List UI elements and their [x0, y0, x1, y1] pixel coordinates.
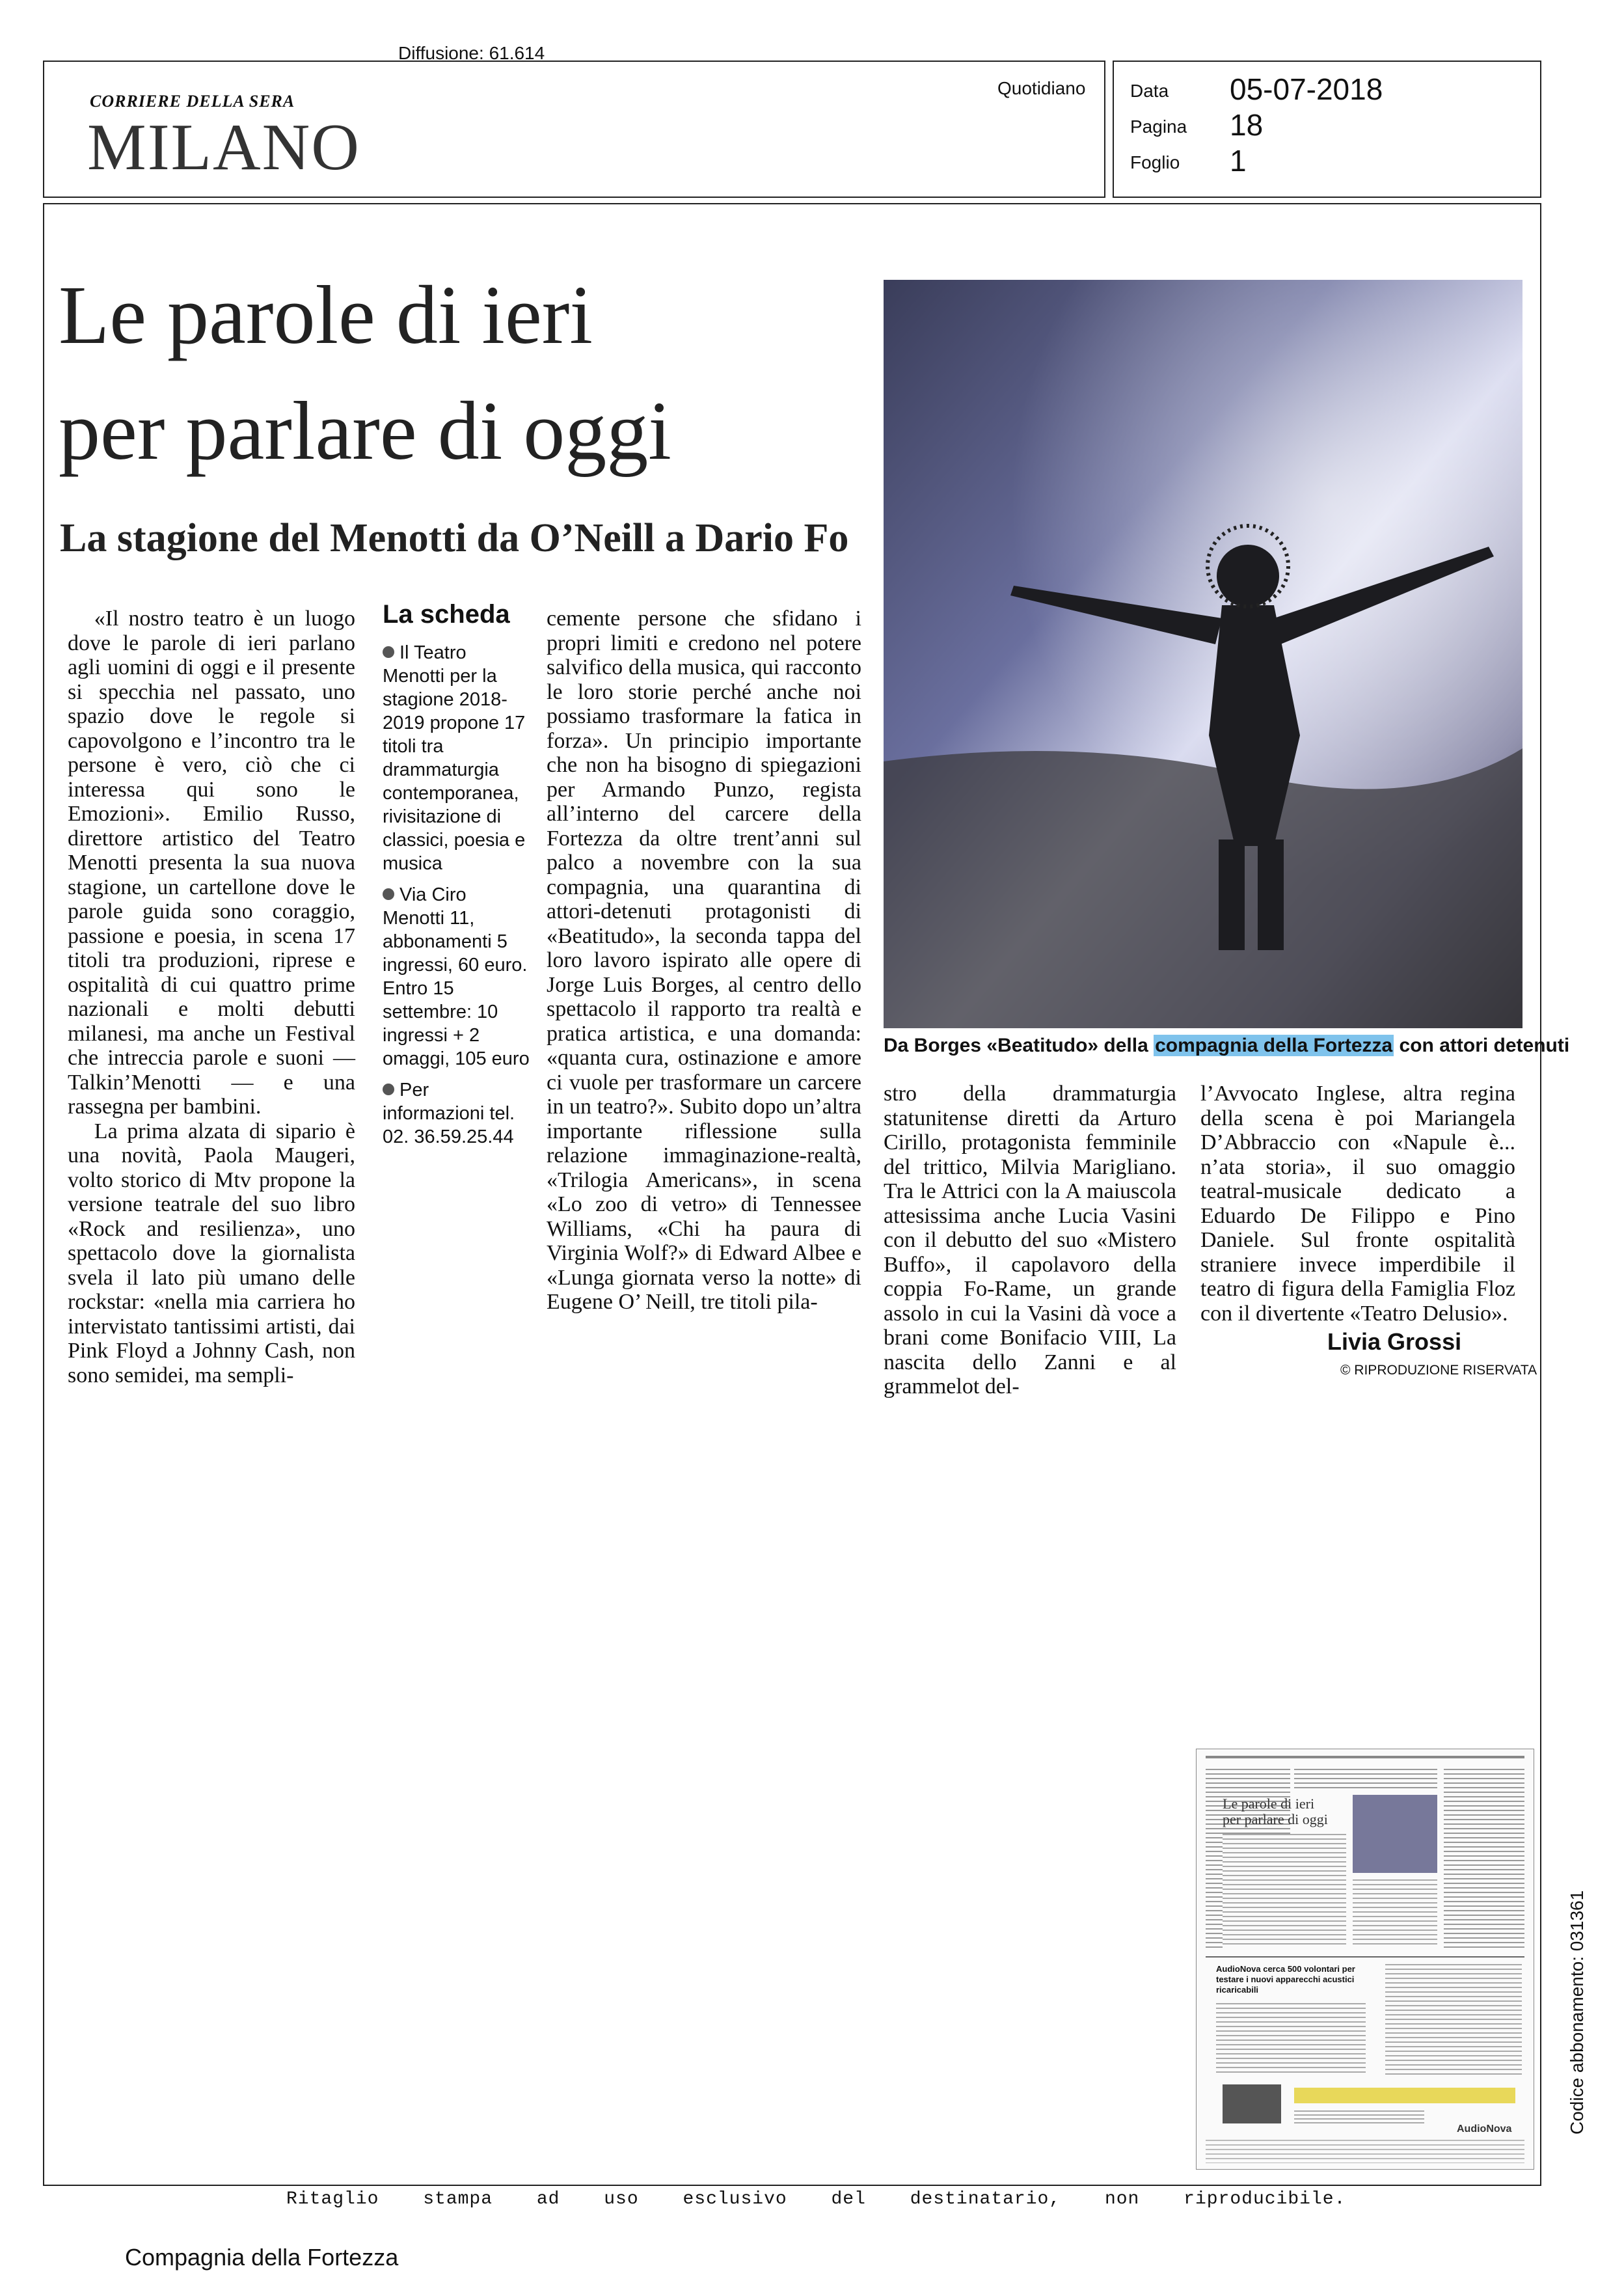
- info-box-title: La scheda: [383, 600, 510, 629]
- paragraph: La prima alzata di sipario è una novità, Paola Maugeri, volto storico di Mtv propone la versione teatrale del suo libro «Rock and resilienza», uno spettacolo dove la giornalista svela il lato più umano delle rockstar: «nella mia carriera ho intervistato tantissimi artisti, dai Pink Floyd a Johnny Cash, non sono semidei, ma sempli-: [68, 1119, 355, 1387]
- bullet-dot-icon: [383, 646, 394, 658]
- subheadline: La stagione del Menotti da O’Neill a Dario Fo: [60, 516, 849, 560]
- article-column-2: [547, 607, 861, 1315]
- caption-highlight: compagnia della Fortezza: [1155, 1035, 1393, 1056]
- info-box: [383, 600, 531, 1156]
- article-column-3: [884, 1082, 1176, 1399]
- meta-value-foglio: 1: [1230, 144, 1247, 178]
- meta-value-data: 05-07-2018: [1230, 72, 1383, 106]
- diffusione-label: Diffusione: 61.614: [398, 43, 545, 63]
- caption-text: Da Borges «Beatitudo» della: [884, 1035, 1154, 1056]
- thumbnail-headline-1: Le parole di ieri: [1223, 1795, 1315, 1812]
- photo-caption: [884, 1035, 1570, 1057]
- info-item: [383, 1078, 531, 1149]
- paragraph: cemente persone che sfidano i propri limiti e credono nel potere salvifico della musica, qui racconto le loro storie perché anche noi possiamo trasformare la fatica in forza». Un principio importante che non ha bisogno di spiegazioni per Armando Punzo, regista all’interno del carcere della Fortezza da oltre trent’anni sul palco a novembre con la sua compagnia, una quarantina di attori-detenuti protagonisti di «Beatitudo», la seconda tappa del loro lavoro ispirato alle opere di Jorge Luis Borges, al centro dello spettacolo il rapporto tra realtà e pratica artistica, e una domanda: «quanta cura, ostinazione e amore ci vuole per trasformare un carcere in un teatro?». Subito dopo un’altra importante riflessione sulla relazione immaginazione-realtà, «Trilogia Americans», in scena «Lo zoo di vetro» di Tennessee Williams, «Chi ha paura di Virginia Wolf?» di Edward Albee e «Lunga giornata verso la notte» di Eugene O’ Neill, tre titoli pila-: [547, 607, 861, 1314]
- subscription-code: Codice abbonamento: 031361: [1567, 1890, 1587, 2135]
- bullet-dot-icon: [383, 1084, 394, 1095]
- headline-line-2: per parlare di oggi: [59, 385, 671, 477]
- meta-label-data: Data: [1130, 81, 1169, 101]
- clipping-notice: Ritaglio stampa ad uso esclusivo del destinatario, non riproducibile.: [286, 2189, 1346, 2209]
- headline: [59, 269, 891, 477]
- info-item: [383, 883, 531, 1071]
- info-item-text: Per informazioni tel. 02. 36.59.25.44: [383, 1080, 515, 1147]
- paragraph: stro della drammaturgia statunitense diretti da Arturo Cirillo, protagonista femminile del trittico, Milvia Marigliano. Tra le Attrici con la A maiuscola attesissima anche Lucia Vasini con il debutto del suo «Mistero Buffo», il capolavoro della coppia Fo-Rame, un grande assolo in cui la Vasini dà voce a brani come Bonifacio VIII, La nascita dello Zanni e al grammelot del-: [884, 1082, 1176, 1399]
- caption-text-end: con attori detenuti: [1394, 1035, 1570, 1056]
- bullet-dot-icon: [383, 888, 394, 900]
- info-item-text: Il Teatro Menotti per la stagione 2018-2019 propone 17 titoli tra drammaturgia contemporanea, rivisitazione di classici, poesia e musica: [383, 642, 526, 874]
- info-item: [383, 641, 531, 875]
- page-thumbnail: [1196, 1749, 1534, 2170]
- meta-value-pagina: 18: [1230, 108, 1264, 142]
- paragraph: «Il nostro teatro è un luogo dove le parole di ieri parlano agli uomini di oggi e il presente si specchia nel passato, uno spazio dove le regole si capovolgono e l’incontro tra le persone è vero, ciò che ci interessa qui sono le Emozioni». Emilio Russo, direttore artistico del Teatro Menotti presenta la sua nuova stagione, un cartellone dove le parole guida sono coraggio, passione e poesia, in scena 17 titoli tra produzioni, riprese e ospitalità di cui quattro prime nazionali e molti debutti milanesi, ma anche un Festival che intreccia parole e suoni — Talkin’Menotti — e una rassegna per bambini.: [68, 607, 355, 1119]
- headline-line-1: Le parole di ieri: [59, 269, 593, 361]
- brand-milano: MILANO: [87, 111, 360, 184]
- author-byline: Livia Grossi: [1327, 1328, 1462, 1355]
- thumbnail-ad-brand: AudioNova: [1457, 2123, 1512, 2135]
- brand-small: CORRIERE DELLA SERA: [90, 92, 295, 111]
- thumbnail-ad-line: AudioNova cerca 500 volontari per testare i nuovi apparecchi acustici ricaricabili: [1216, 1964, 1355, 1995]
- article-column-4: [1200, 1082, 1515, 1326]
- copyright-notice: © RIPRODUZIONE RISERVATA: [1340, 1363, 1537, 1378]
- article-column-1: [68, 607, 355, 1387]
- thumbnail-headline-2: per parlare di oggi: [1223, 1811, 1328, 1827]
- footer-keyword: Compagnia della Fortezza: [125, 2244, 399, 2271]
- info-item-text: Via Ciro Menotti 11, abbonamenti 5 ingressi, 60 euro. Entro 15 settembre: 10 ingressi + 2 omaggi, 105 euro: [383, 884, 530, 1069]
- meta-label-foglio: Foglio: [1130, 152, 1180, 172]
- article-photo: [884, 280, 1522, 1028]
- publication-type: Quotidiano: [997, 78, 1086, 98]
- paragraph: l’Avvocato Inglese, altra regina della scena è poi Mariangela D’Abbraccio con «Napule è... n’ata storia», il suo omaggio teatral-musicale dedicato a Eduardo De Filippo e Pino Daniele. Sul fronte ospitalità straniere invece imperdibile il teatro di figura della Famiglia Floz con il divertente «Teatro Delusio».: [1200, 1082, 1515, 1326]
- meta-label-pagina: Pagina: [1130, 116, 1187, 137]
